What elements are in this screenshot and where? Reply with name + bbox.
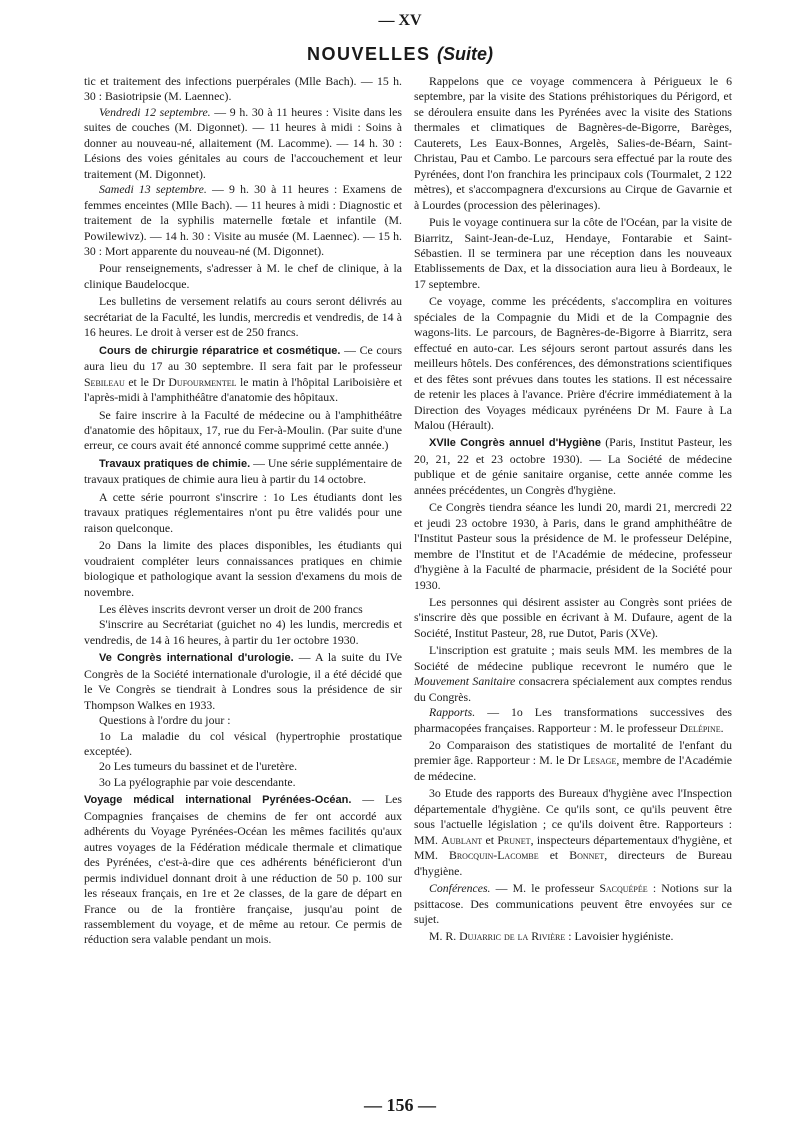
section-chimie <box>84 456 402 488</box>
paragraph-text: : Lavoisier hygiéniste. <box>565 929 674 944</box>
person-name: Dufourmentel <box>168 374 237 389</box>
list-item: 1o La maladie du col vésical (hypertrophie prostatique exceptée). <box>84 728 402 759</box>
list-item: 3o La pyélographie par voie descendante. <box>99 774 296 789</box>
paragraph-text: 2o Comparaison des statistiques de mortalité de l'enfant du premier âge. Rapporteur : M. le Dr <box>414 738 732 768</box>
right-column <box>414 74 732 945</box>
paragraph-text: — 9 h. 30 à 11 heures : Visite dans les suites de couches (M. Digonnet). — 11 heures à midi : Soins à donner au nouveau-né, allaitement (M. Lacomme). — 14 h. 30 : Lésions des voies génitales au cours de l'accouchement et leur traitement (M. Digonnet). <box>84 104 403 181</box>
paragraph-conferences <box>414 881 732 927</box>
section-heading: Ve Congrès international d'urologie. <box>99 652 294 665</box>
person-name: Prunet, <box>497 832 534 847</box>
section-text: le matin à l'hôpital Lariboisière et l'après-midi à l'amphithéâtre d'anatomie des hôpitaux. <box>84 374 402 405</box>
section-text: (Paris, Institut Pasteur, les 20, 21, 22 et 23 octobre 1930). — La Société de médecine publique et de génie sanitaire organise, cette année comme les années précédentes, un Congrès d'hygiène. <box>414 435 733 497</box>
paragraph: A cette série pourront s'inscrire : 1o Les étudiants dont les travaux pratiques réglementaires n'ont pu être validés pour une raison quelconque. <box>84 489 402 535</box>
paragraph-text: L'inscription est gratuite ; mais seuls MM. les membres de la Société de médecine publique recevront le numéro que le <box>414 643 732 673</box>
paragraph-vendredi <box>84 105 402 182</box>
paragraph <box>414 786 732 879</box>
section-chirurgie <box>84 343 402 406</box>
paragraph: 2o Dans la limite des places disponibles, les étudiants qui voudraient compléter leurs connaissances pratiques en chimie biologique et pathologique avant la session d'examens du mois de novembre. <box>84 538 402 599</box>
paragraph: Rappelons que ce voyage commencera à Périgueux le 6 septembre, par la visite des Stations préhistoriques du Périgord, et se déroulera ensuite dans les Pyrénées avec la visite des Stations thermales et climatiques de Bagnères-de-Bigorre, Barèges, Cauterets, Les Eaux-Bonnes, Argelès, Salies-de-Béarn, Saint-Christau, Pau et Cambo. Le parcours sera effectué par la route des Pyrénées, dont l'on franchira les principaux cols (Tourmalet, 2 122 mètres), et s'accompagnera d'excursions au Cirque de Gavarnie et à Lourdes (procession des pèlerinages). <box>414 74 732 212</box>
page-roman-numeral: — XV <box>378 12 422 29</box>
day-label: Samedi 13 septembre. <box>99 182 207 197</box>
day-label: Vendredi 12 septembre. <box>99 104 211 119</box>
paragraph: Puis le voyage continuera sur la côte de l'Océan, par la visite de Biarritz, Saint-Jean-de-Luz, Hendaye, Fontarabie et Saint-Sébastien. Il se terminera par une réception dans les nouveaux Etablissements de Dax, et la dissociation aura lieu à Bordeaux, le 17 septembre. <box>414 215 732 291</box>
journal-title: Mouvement Sanitaire <box>414 674 516 689</box>
section-text: — Une série supplémentaire de travaux pratiques de chimie aura lieu à partir du 14 octobre. <box>84 455 402 487</box>
paragraph-text: directeurs de Bureau d'hygiène. <box>414 848 732 878</box>
section-voyage <box>84 792 402 948</box>
page-title <box>0 44 800 65</box>
paragraph: Pour renseignements, s'adresser à M. le chef de clinique, à la clinique Baudelocque. <box>84 261 402 291</box>
paragraph <box>414 929 732 944</box>
section-heading: Cours de chirurgie réparatrice et cosmétique. <box>99 344 341 357</box>
paragraph: Ce Congrès tiendra séance les lundi 20, mardi 21, mercredi 22 et jeudi 23 octobre 1930, à Paris, dans le grand amphithéâtre de l'Institut Pasteur sous la présidence de M. le professeur Delépine, membre de l'Institut et de l'Académie de médecine, professeur d'hygiène à la Faculté de pharmacie, président de la Société pour 1930. <box>414 500 732 592</box>
paragraph-text: — M. le professeur <box>490 881 600 896</box>
person-name: Sacquépée <box>599 881 648 896</box>
paragraph <box>414 738 732 784</box>
person-name: Delépine. <box>679 720 724 735</box>
section-text: — Ce cours aura lieu du 17 au 30 septembre. Il sera fait par le professeur <box>84 342 402 374</box>
title-subtitle: (Suite) <box>437 44 494 64</box>
paragraph-text: et <box>482 832 498 847</box>
paragraph: Questions à l'ordre du jour : <box>99 713 231 728</box>
person-name: Brocquin-Lacombe <box>448 848 539 863</box>
paragraph-text: consacrera spécialement aux comptes rendus du Congrès. <box>414 674 733 704</box>
person-name: Dujarric de la Rivière <box>459 929 566 944</box>
left-column <box>84 74 402 948</box>
paragraph-text: membre de l'Académie de médecine. <box>414 753 732 783</box>
conferences-label: Conférences. <box>429 881 491 896</box>
paragraph: Les bulletins de versement relatifs au cours seront délivrés au secrétariat de la Faculté, les lundis, mercredis et vendredis, de 14 à 16 heures. Le droit à verser est de 250 francs. <box>84 294 402 340</box>
person-name: Bonnet, <box>569 848 608 863</box>
section-text: — A la suite du IVe Congrès de la Société internationale d'urologie, il a été décidé que le Ve Congrès se tiendrait à Londres sous la présidence de sir Thompson Walkes en 1933. <box>84 650 402 712</box>
section-heading: Travaux pratiques de chimie. <box>99 457 251 470</box>
section-urologie <box>84 650 402 713</box>
paragraph: Les élèves inscrits devront verser un droit de 200 francs <box>99 601 363 616</box>
rapports-label: Rapports. <box>429 705 476 720</box>
section-text: — Les Compagnies françaises de chemins de fer ont accordé aux adhérents du Voyage Pyrénées-Océan les mêmes facilités qu'aux autres voyages de la Fédération médicale thermale et climatique des Pyrénées, c'est-à-dire que ces adhérents bénéficieront d'un permis individuel donnant droit à une réduction de 50 p. 100 sur les réseaux français, en 1re et 2e classes, de la gare de départ en France ou de la frontière française, jusqu'au point de rassemblement du voyage, et de même au retour. Ce permis de réduction sera valable pendant un mois. <box>84 792 402 947</box>
paragraph-text: — 9 h. 30 à 11 heures : Examens de femmes enceintes (Mlle Bach). — 11 heures à midi : Diagnostic et traitement de la syphilis maternelle fœtale et infantile (M. Powilewivz). — 14 h. 30 : Visite au musée (M. Laennec). — 15 h. 30 : Mort apparente du nouveau-né (M. Digonnet). <box>84 182 402 258</box>
person-name: Lesage, <box>583 753 620 768</box>
page-number: — 156 — <box>364 1095 436 1115</box>
paragraph-text: inspecteurs départementaux d'hygiène, et MM. <box>414 832 732 863</box>
paragraph-text: 3o Etude des rapports des Bureaux d'hygiène avec l'Inspection départementale d'hygiène. Ce qu'ils sont, ce qu'ils peuvent être sous l'actuelle législation ; ce qu'ils doivent être. Rapporteurs : MM. <box>414 786 732 847</box>
paragraph-samedi <box>84 182 402 259</box>
paragraph: Ce voyage, comme les précédents, s'accomplira en voitures spéciales de la Compagnie du Midi et de la Compagnie des wagons-lits. Le parcours, de Bagnères-de-Bigorre à Biarritz, sera effectué en auto-car. Les séjours seront partout assurés dans les meilleurs hôtels. Des conférences, des démonstrations scientifiques et des fêtes sont prévues dans toutes les stations. Il est nécessaire de retenir les places à l'avance. Prière d'écrire immédiatement à la Direction des Voyages médicaux pyrénéens Dr M. Faure à La Malou (Hérault). <box>414 294 732 432</box>
paragraph <box>414 643 732 705</box>
paragraph-text: — 1o Les transformations successives des pharmacopées françaises. Rapporteur : M. le professeur <box>414 705 732 735</box>
person-name: Aublant <box>441 832 483 847</box>
paragraph: tic et traitement des infections puerpérales (Mlle Bach). — 15 h. 30 : Basiotripsie (M. Laennec). <box>84 74 402 104</box>
paragraph: S'inscrire au Secrétariat (guichet no 4) les lundis, mercredis et vendredis, de 14 à 16 heures, à partir du 1er octobre 1930. <box>84 617 402 647</box>
paragraph-text: M. R. <box>429 929 460 944</box>
paragraph-rapports <box>414 705 732 736</box>
paragraph-text: : Notions sur la psittacose. Des communications peuvent être envoyées sur ce sujet. <box>414 881 732 927</box>
title-text: NOUVELLES <box>306 44 431 64</box>
section-hygiene <box>414 435 732 498</box>
paragraph-text: et <box>538 848 570 863</box>
person-name: Sebileau <box>84 374 125 389</box>
section-text: et le Dr <box>124 374 169 389</box>
section-heading: Voyage médical international Pyrénées-Océan. <box>84 794 352 807</box>
paragraph: Se faire inscrire à la Faculté de médecine ou à l'amphithéâtre d'anatomie des hôpitaux, 17, rue du Fer-à-Moulin. (Par suite d'une erreur, ce cours avait été annoncé comme supprimé cette année.) <box>84 407 402 453</box>
section-heading: XVIIe Congrès annuel d'Hygiène <box>429 437 602 450</box>
paragraph: Les personnes qui désirent assister au Congrès sont priées de s'inscrire dès que possible en écrivant à M. Dufaure, agent de la Société, Institut Pasteur, 28, rue Dutot, Paris (XVe). <box>414 594 732 640</box>
list-item: 2o Les tumeurs du bassinet et de l'uretère. <box>99 759 298 774</box>
